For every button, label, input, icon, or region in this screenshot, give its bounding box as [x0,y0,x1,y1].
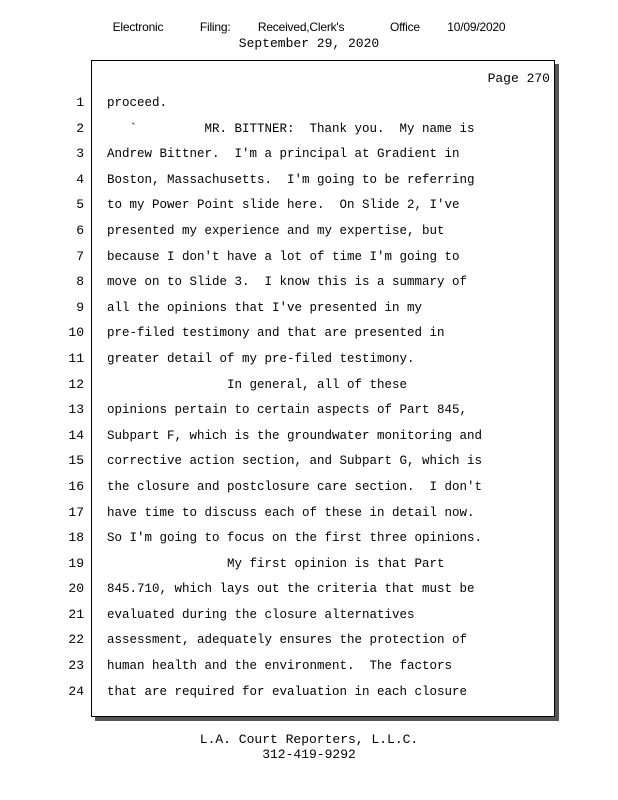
line-number: 11 [68,350,84,366]
transcript-line: the closure and postclosure care section. I don't [107,479,483,494]
line-number: 5 [76,197,84,213]
transcript-line: So I'm going to focus on the first three opinions. [107,531,483,546]
line-number: 19 [68,555,84,571]
line-number-column [52,93,84,707]
line-number: 12 [68,376,84,392]
transcript-line: corrective action section, and Subpart G, which is [107,454,483,469]
line-number: 17 [68,504,84,520]
line-number: 16 [68,478,84,494]
transcript-line: assessment, adequately ensures the protection of [107,633,468,648]
page-number: Page 270 [487,71,550,86]
line-number: 7 [76,248,84,264]
transcript-line: all the opinions that I've presented in my [107,300,423,315]
line-number: 18 [68,530,84,546]
reporter-company: L.A. Court Reporters, L.L.C. [199,732,419,747]
line-number: 14 [68,427,84,443]
line-number: 15 [68,453,84,469]
transcript-line: My first opinion is that Part [107,556,445,571]
line-number: 2 [76,120,84,136]
transcript-line: Boston, Massachusetts. I'm going to be referring [107,172,475,187]
transcript-line: because I don't have a lot of time I'm going to [107,249,460,264]
line-number: 6 [76,222,84,238]
reporter-phone: 312-419-9292 [262,747,356,762]
line-number: 9 [76,299,84,315]
line-number: 3 [76,146,84,162]
transcript-line: to my Power Point slide here. On Slide 2, I've [107,198,460,213]
transcript-line: that are required for evaluation in each closure [107,684,468,699]
transcript-line: ` MR. BITTNER: Thank you. My name is [107,121,475,136]
efiling-stamp: Electronic Filing: Received,Clerk's Office 10/09/2020 [112,20,506,34]
transcript-line: pre-filed testimony and that are presented in [107,326,445,341]
line-number: 13 [68,402,84,418]
line-number: 8 [76,274,84,290]
transcript-line: have time to discuss each of these in detail now. [107,505,475,520]
transcript-text [107,93,537,707]
line-number: 1 [76,95,84,110]
line-number: 23 [68,658,84,674]
line-number: 24 [68,683,84,699]
line-number: 10 [68,325,84,341]
transcript-line: evaluated during the closure alternatives [107,607,415,622]
line-number: 21 [68,606,84,622]
transcript-line: Andrew Bittner. I'm a principal at Gradient in [107,147,460,162]
transcript-line: presented my experience and my expertise, but [107,223,445,238]
footer [0,732,618,762]
transcript-line: 845.710, which lays out the criteria that must be [107,582,475,597]
transcript-line: move on to Slide 3. I know this is a summary of [107,275,468,290]
line-number: 22 [68,632,84,648]
transcript-line: In general, all of these [107,377,408,392]
line-number: 20 [68,581,84,597]
transcript-line: proceed. [107,96,168,110]
transcript-line: opinions pertain to certain aspects of Part 845, [107,403,468,418]
transcript-line: Subpart F, which is the groundwater monitoring and [107,428,483,443]
line-number: 4 [76,171,84,187]
hearing-date: September 29, 2020 [238,36,380,51]
transcript-line: greater detail of my pre-filed testimony. [107,351,415,366]
transcript-line: human health and the environment. The factors [107,659,453,674]
